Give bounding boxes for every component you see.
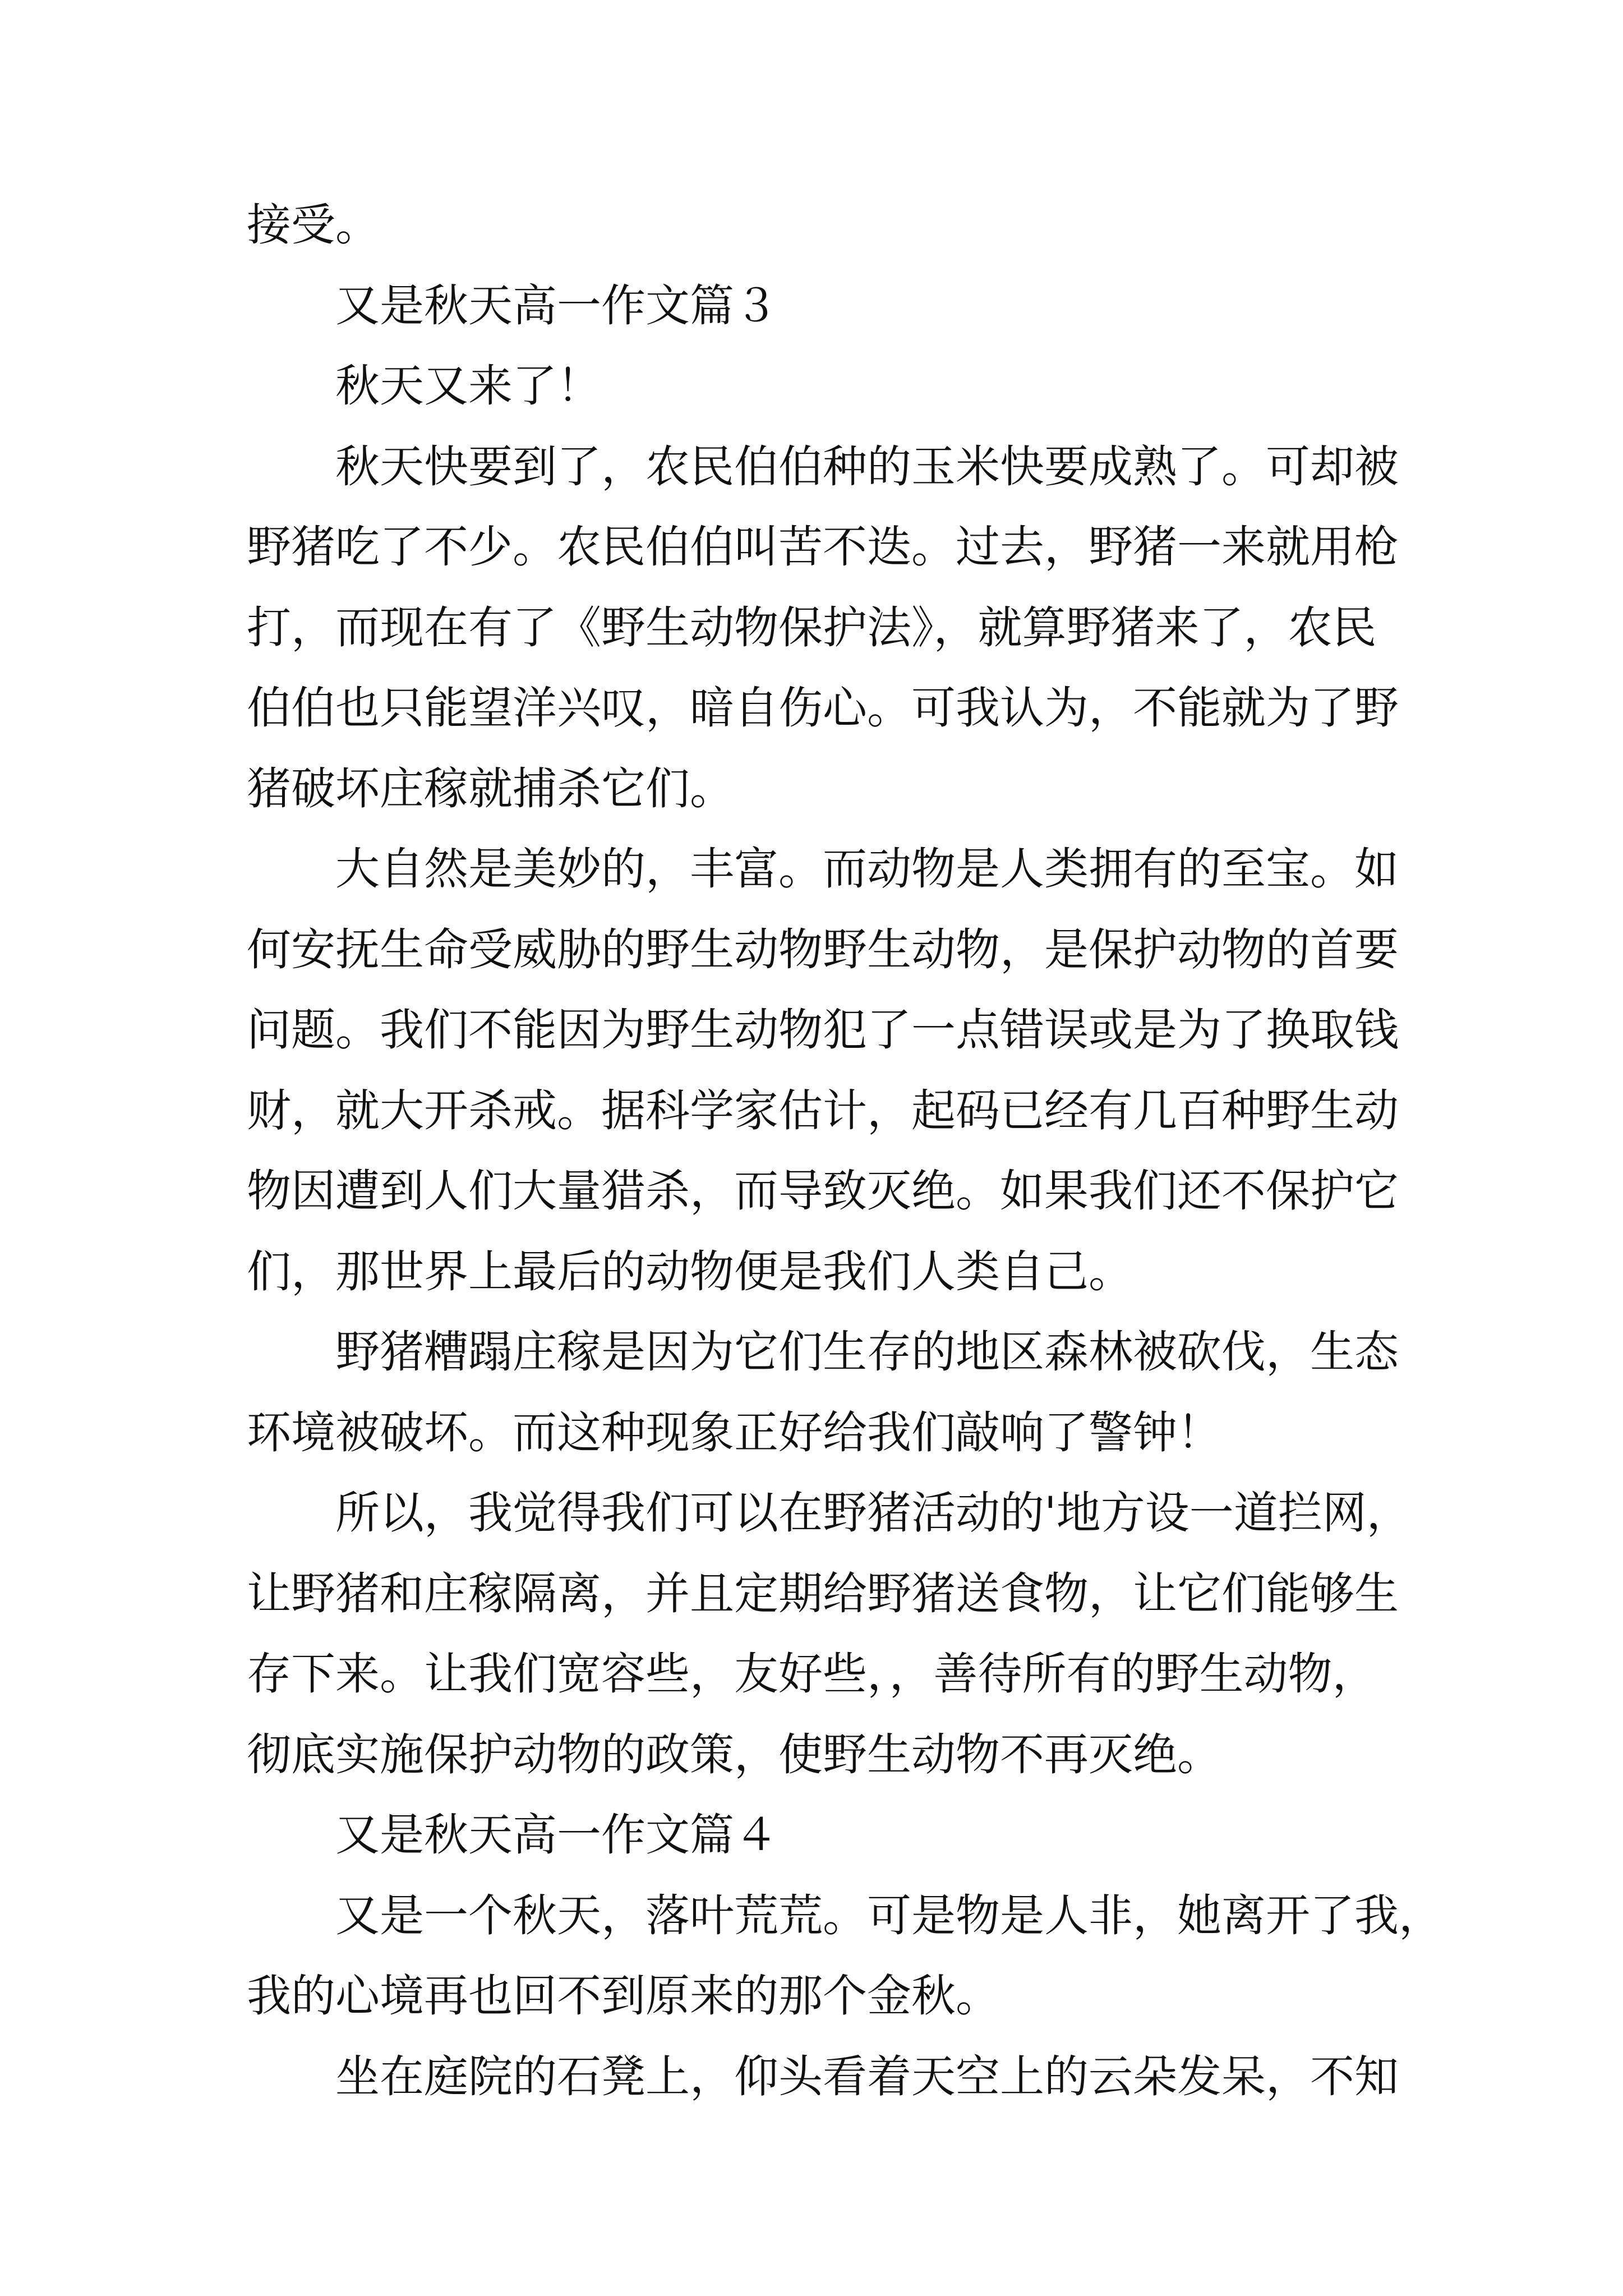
section-heading: 又是秋天高一作文篇４: [247, 1809, 778, 1861]
text-line: 接受。: [247, 199, 380, 251]
text-line: 彻底实施保护动物的政策，使野生动物不再灭绝。: [247, 1728, 1221, 1780]
text-line: 野猪糟蹋庄稼是因为它们生存的地区森林被砍伐，生态: [247, 1326, 1399, 1378]
text-line: 让野猪和庄稼隔离，并且定期给野猪送食物，让它们能够生: [247, 1567, 1399, 1619]
text-line: 所以，我觉得我们可以在野猪活动的'地方设一道拦网，: [247, 1487, 1411, 1539]
text-line: 们，那世界上最后的动物便是我们人类自己。: [247, 1245, 1133, 1297]
text-line: 物因遭到人们大量猎杀，而导致灭绝。如果我们还不保护它: [247, 1165, 1399, 1217]
document-body: [247, 185, 1443, 2117]
text-line: 猪破坏庄稼就捕杀它们。: [247, 762, 734, 815]
text-line: 大自然是美妙的，丰富。而动物是人类拥有的至宝。如: [247, 843, 1399, 895]
text-line: 存下来。让我们宽容些，友好些，，善待所有的野生动物，: [247, 1648, 1377, 1700]
text-line: 我的心境再也回不到原来的那个金秋。: [247, 1970, 1000, 2022]
text-line: 坐在庭院的石凳上，仰头看着天空上的云朵发呆，不知: [247, 2050, 1399, 2102]
text-line: 秋天又来了！: [247, 360, 601, 412]
text-line: 打，而现在有了《野生动物保护法》，就算野猪来了，农民: [247, 601, 1377, 654]
text-line: 又是一个秋天，落叶荒荒。可是物是人非，她离开了我，: [247, 1889, 1443, 1941]
section-heading: 又是秋天高一作文篇３: [247, 279, 778, 332]
text-line: 野猪吃了不少。农民伯伯叫苦不迭。过去，野猪一来就用枪: [247, 521, 1399, 573]
text-line: 问题。我们不能因为野生动物犯了一点错误或是为了换取钱: [247, 1004, 1399, 1056]
text-line: 环境被破坏。而这种现象正好给我们敲响了警钟！: [247, 1406, 1221, 1458]
text-line: 何安抚生命受威胁的野生动物野生动物，是保护动物的首要: [247, 923, 1399, 976]
text-line: 伯伯也只能望洋兴叹，暗自伤心。可我认为，不能就为了野: [247, 682, 1399, 734]
text-line: 财，就大开杀戒。据科学家估计，起码已经有几百种野生动: [247, 1084, 1399, 1137]
text-line: 秋天快要到了，农民伯伯种的玉米快要成熟了。可却被: [247, 440, 1399, 493]
